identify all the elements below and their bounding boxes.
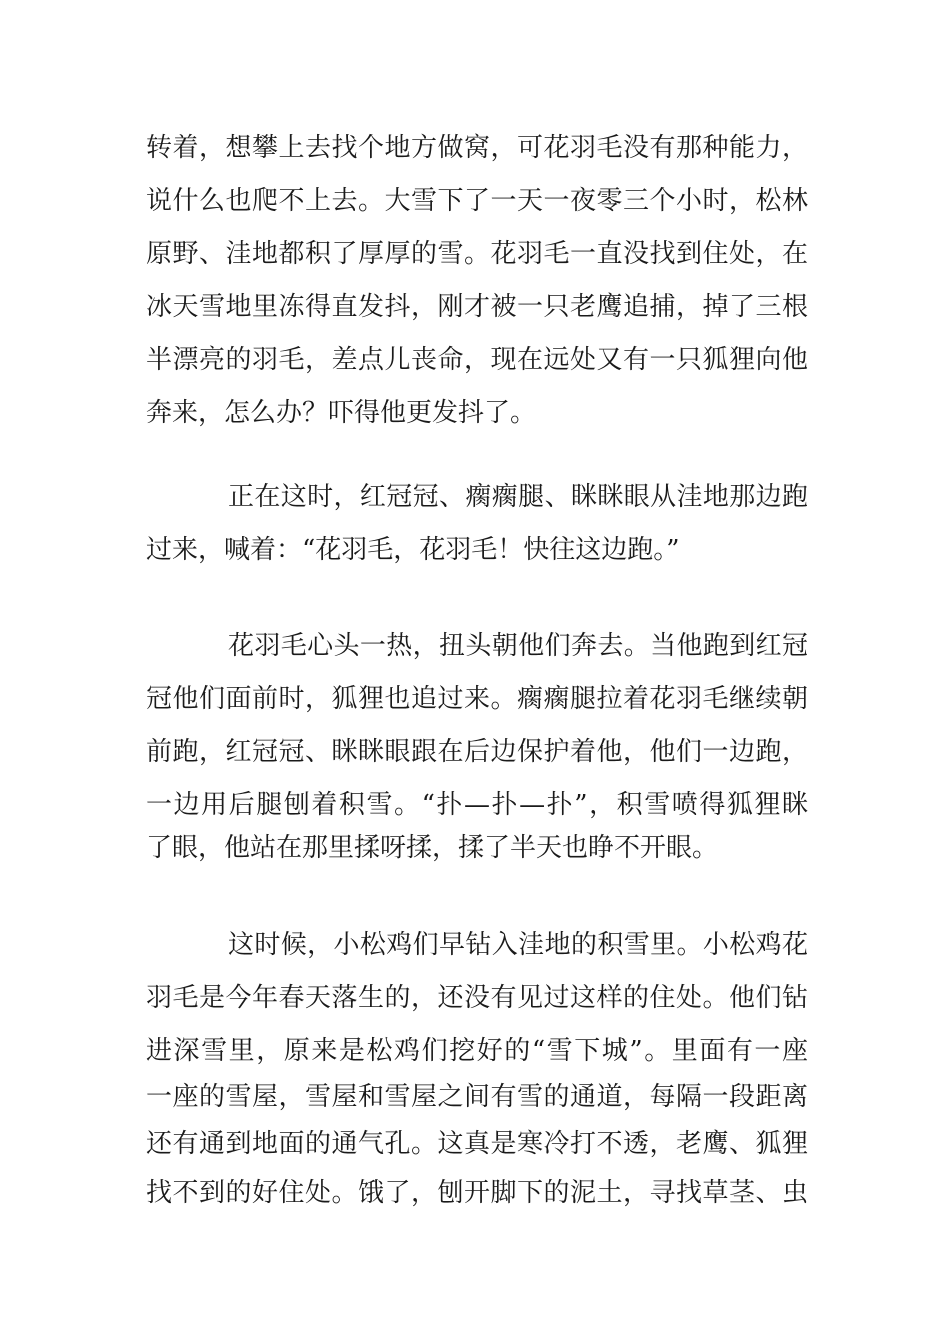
paragraph-4-line-1: 这时候，小松鸡们早钻入洼地的积雪里。小松鸡花 <box>228 930 808 960</box>
paragraph-1-line-5: 半漂亮的羽毛，差点儿丧命，现在远处又有一只狐狸向他 <box>146 345 808 375</box>
paragraph-2-line-2: 过来，喊着：“花羽毛，花羽毛！快往这边跑。” <box>146 535 680 565</box>
paragraph-4-line-6: 找不到的好住处。饿了，刨开脚下的泥土，寻找草茎、虫 <box>146 1178 808 1208</box>
paragraph-1-line-4: 冰天雪地里冻得直发抖，刚才被一只老鹰追捕，掉了三根 <box>146 292 808 322</box>
paragraph-4-line-3: 进深雪里，原来是松鸡们挖好的“雪下城”。里面有一座 <box>146 1036 808 1066</box>
paragraph-3-line-2: 冠他们面前时，狐狸也追过来。瘸瘸腿拉着花羽毛继续朝 <box>146 684 808 714</box>
paragraph-4-line-4: 一座的雪屋，雪屋和雪屋之间有雪的通道，每隔一段距离 <box>146 1082 808 1112</box>
paragraph-1-line-3: 原野、洼地都积了厚厚的雪。花羽毛一直没找到住处，在 <box>146 239 808 269</box>
paragraph-1-line-1: 转着，想攀上去找个地方做窝，可花羽毛没有那种能力， <box>146 133 808 163</box>
paragraph-3-line-5: 了眼，他站在那里揉呀揉，揉了半天也睁不开眼。 <box>146 833 719 863</box>
paragraph-1-line-2: 说什么也爬不上去。大雪下了一天一夜零三个小时，松林 <box>146 186 808 216</box>
paragraph-4-line-5: 还有通到地面的通气孔。这真是寒冷打不透，老鹰、狐狸 <box>146 1129 808 1159</box>
paragraph-1-line-6: 奔来，怎么办？吓得他更发抖了。 <box>146 398 537 428</box>
paragraph-4-line-2: 羽毛是今年春天落生的，还没有见过这样的住处。他们钻 <box>146 983 808 1013</box>
paragraph-2-line-1: 正在这时，红冠冠、瘸瘸腿、眯眯眼从洼地那边跑 <box>228 482 808 512</box>
paragraph-3-line-4: 一边用后腿刨着积雪。“扑—扑—扑”，积雪喷得狐狸眯 <box>146 790 808 820</box>
paragraph-3-line-1: 花羽毛心头一热，扭头朝他们奔去。当他跑到红冠 <box>228 631 808 661</box>
paragraph-3-line-3: 前跑，红冠冠、眯眯眼跟在后边保护着他，他们一边跑， <box>146 737 808 767</box>
